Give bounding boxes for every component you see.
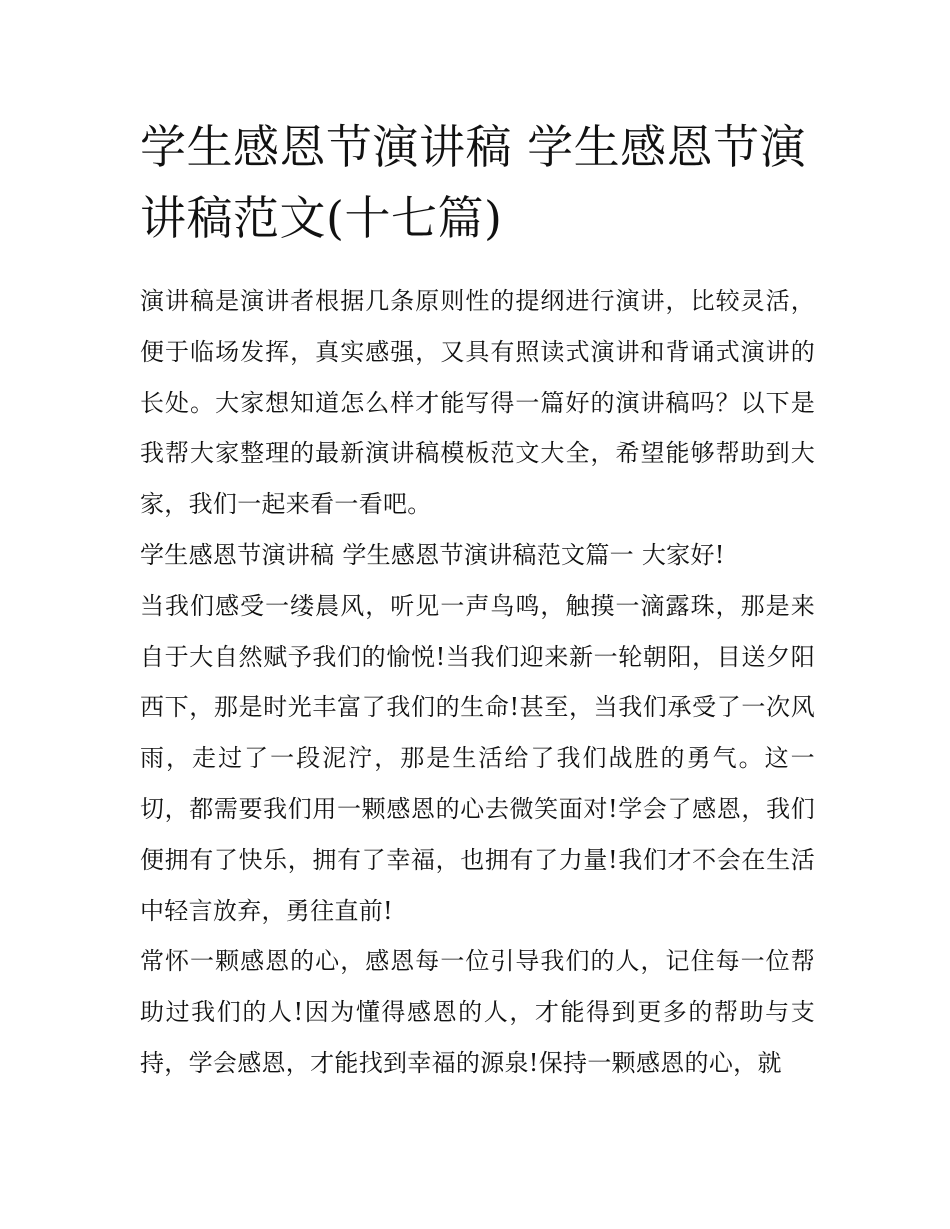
section-heading-paragraph: 学生感恩节演讲稿 学生感恩节演讲稿范文篇一 大家好! (140, 540, 725, 569)
body-paragraph: 当我们感受一缕晨风，听见一声鸟鸣，触摸一滴露珠，那是来自于大自然赋予我们的愉悦!当我们迎来新一轮朝阳，目送夕阳西下，那是时光丰富了我们的生命!甚至，当我们承受了一次风雨，走过了一段泥泞，那是生活给了我们战胜的勇气。这一切，都需要我们用一颗感恩的心去微笑面对!学会了感恩，我们便拥有了快乐，拥有了幸福，也拥有了力量!我们才不会在生活中轻言放弃，勇往直前! (140, 591, 815, 925)
document-page (140, 112, 815, 1089)
body-paragraph: 常怀一颗感恩的心，感恩每一位引导我们的人，记住每一位帮助过我们的人!因为懂得感恩的人，才能得到更多的帮助与支持，学会感恩，才能找到幸福的源泉!保持一颗感恩的心，就 (140, 947, 815, 1077)
document-title: 学生感恩节演讲稿 学生感恩节演讲稿范文(十七篇) (140, 120, 807, 245)
intro-paragraph: 演讲稿是演讲者根据几条原则性的提纲进行演讲，比较灵活，便于临场发挥，真实感强，又具有照读式演讲和背诵式演讲的长处。大家想知道怎么样才能写得一篇好的演讲稿吗？以下是我帮大家整理的最新演讲稿模板范文大全，希望能够帮助到大家，我们一起来看一看吧。 (140, 287, 815, 519)
